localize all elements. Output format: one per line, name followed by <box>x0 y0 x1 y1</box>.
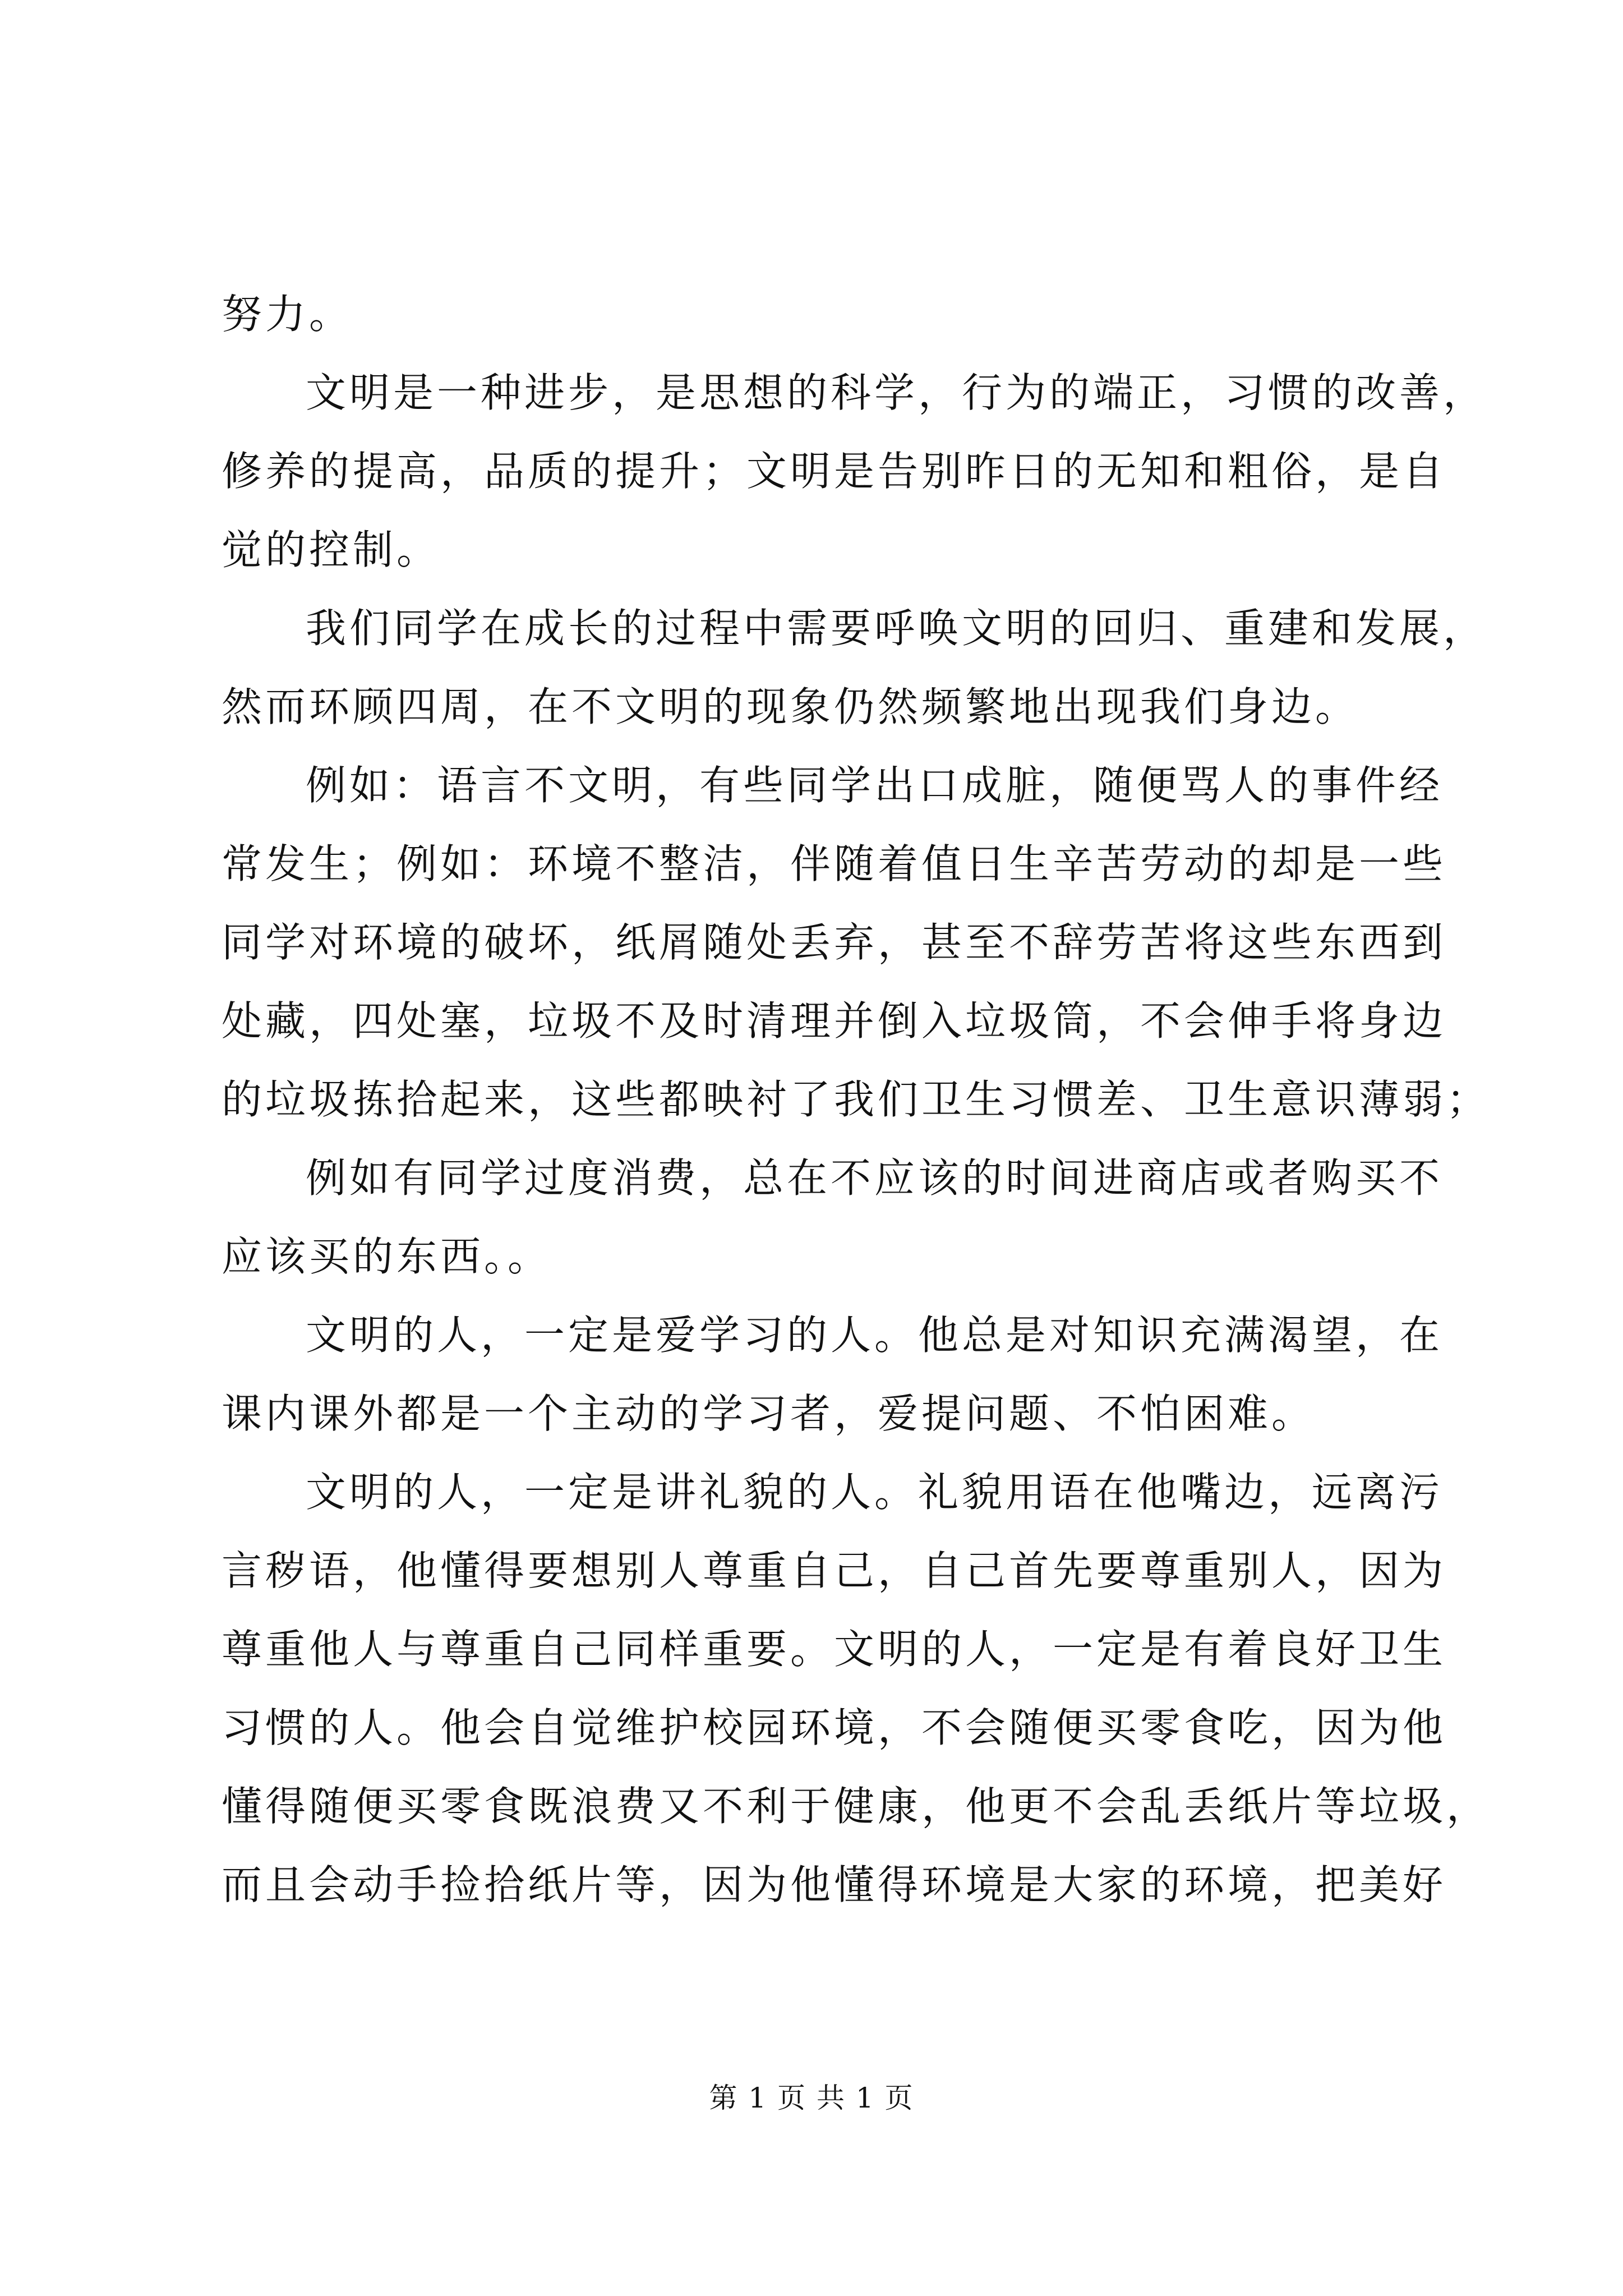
text-line: 懂得随便买零食既浪费又不利于健康，他更不会乱丢纸片等垃圾， <box>222 1783 1491 1830</box>
text-line: 然而环顾四周，在不文明的现象仍然频繁地出现我们身边。 <box>222 683 1359 730</box>
text-line: 而且会动手捡拾纸片等，因为他懂得环境是大家的环境，把美好 <box>222 1861 1447 1908</box>
text-line: 文明的人，一定是爱学习的人。他总是对知识充满渴望，在 <box>306 1312 1444 1359</box>
text-line: 的垃圾拣拾起来，这些都映衬了我们卫生习惯差、卫生意识薄弱； <box>222 1076 1491 1123</box>
text-line: 尊重他人与尊重自己同样重要。文明的人，一定是有着良好卫生 <box>222 1626 1447 1673</box>
text-line: 觉的控制。 <box>222 526 441 573</box>
text-line: 例如有同学过度消费，总在不应该的时间进商店或者购买不 <box>306 1154 1444 1202</box>
text-line: 同学对环境的破坏，纸屑随处丢弃，甚至不辞劳苦将这些东西到 <box>222 919 1447 966</box>
text-line: 文明是一种进步，是思想的科学，行为的端正，习惯的改善， <box>306 369 1487 416</box>
page-number-footer: 第 1 页 共 1 页 <box>709 2082 914 2114</box>
text-line: 习惯的人。他会自觉维护校园环境，不会随便买零食吃，因为他 <box>222 1704 1447 1751</box>
text-line: 言秽语，他懂得要想别人尊重自己，自己首先要尊重别人，因为 <box>222 1547 1447 1594</box>
text-line: 修养的提高，品质的提升；文明是告别昨日的无知和粗俗，是自 <box>222 448 1447 495</box>
text-line: 我们同学在成长的过程中需要呼唤文明的回归、重建和发展， <box>306 605 1487 652</box>
text-line: 例如：语言不文明，有些同学出口成脏，随便骂人的事件经 <box>306 762 1444 809</box>
text-line: 文明的人，一定是讲礼貌的人。礼貌用语在他嘴边，远离污 <box>306 1469 1444 1516</box>
text-line: 应该买的东西。。 <box>222 1233 552 1280</box>
text-line: 常发生；例如：环境不整洁，伴随着值日生辛苦劳动的却是一些 <box>222 840 1447 887</box>
text-line: 努力。 <box>222 291 353 338</box>
text-line: 处藏，四处塞，垃圾不及时清理并倒入垃圾筒，不会伸手将身边 <box>222 997 1447 1045</box>
text-line: 课内课外都是一个主动的学习者，爱提问题、不怕困难。 <box>222 1390 1316 1437</box>
